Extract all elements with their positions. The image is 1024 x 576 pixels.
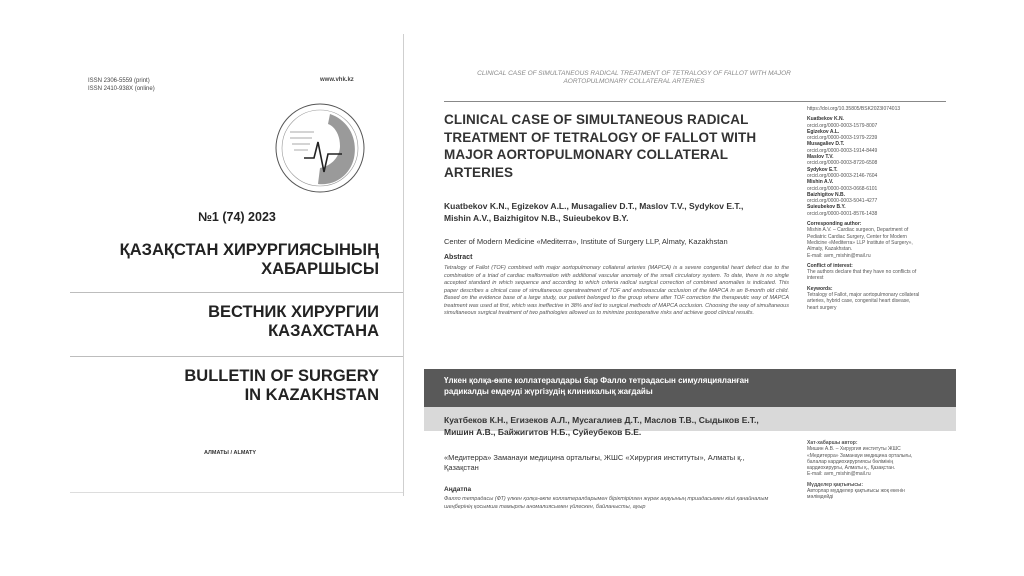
kazakh-corresponding-heading: Хат-хабаршы автор:: [807, 440, 858, 446]
kazakh-author-line: Мишин А.В., Байжигитов Н.Б., Суйеубеков Б.Е.: [444, 427, 642, 437]
orcid-link[interactable]: orcid.org/0000-0001-8576-1438: [807, 210, 878, 217]
orcid-link[interactable]: orcid.org/0000-0003-5041-4277: [807, 198, 878, 205]
corresponding-heading: Corresponding author:: [807, 221, 862, 228]
abstract-heading: Abstract: [444, 254, 473, 261]
title-russian-line-1: ВЕСТНИК ХИРУРГИИ: [208, 303, 379, 321]
orcid-author: Suieubekov B.Y.: [807, 204, 846, 211]
orcid-author: Egizekov A.L.: [807, 128, 840, 135]
title-kazakh-line-2: ХАБАРШЫСЫ: [261, 260, 379, 278]
orcid-link[interactable]: orcid.org/0000-0003-1914-8449: [807, 147, 878, 154]
article-sidebar: [807, 106, 922, 315]
affiliation: Center of Modern Medicine «Mediterra», Institute of Surgery LLP, Almaty, Kazakhstan: [444, 237, 728, 246]
abstract-text: Tetralogy of Fallot (TOF) combined with major aortopulmonary collateral arteries (MAPCA) is a severe congenital heart defect due to the combination of a triad of cardiac malformation with additional vascular anomaly of the small circulatory system. To date, there is no single accepted standard in which sequence and according to which criteria radical surgical correction of combined anomalies is indicated. This paper describes a clinical case of simultaneous operatreatment of TOF and endovascular occlusion of the MAPCA in an 8-month old child. Based on the evidence base of a large study, our patient belonged to the group where after TOF correction the therapeutic way of MAPCA treatment was used at first, which was ineffective in 38% and led to surgical methods of MAPCA occlusion. Choosing the way of simultaneous simultaneous surgical treatment of two pathologies allowed us to minimize postoperative risks and achieve good clinical results.: [444, 265, 789, 316]
orcid-link[interactable]: orcid.org/0000-0003-1979-2239: [807, 135, 878, 142]
article-title: [444, 111, 794, 181]
doi-link[interactable]: https://doi.org/10.35805/BSK2023I074013: [807, 106, 901, 112]
running-head: [454, 70, 814, 86]
conflict-heading: Conflict of interest:: [807, 262, 853, 269]
header-rule: [444, 101, 946, 102]
orcid-link[interactable]: orcid.org/0000-0003-2146-7604: [807, 172, 878, 179]
title-english-line-2: IN KAZAKHSTAN: [244, 386, 379, 404]
author-line: Kuatbekov K.N., Egizekov A.L., Musagaliev D.T., Maslov T.V., Sydykov E.T.,: [444, 201, 744, 211]
cover-bottom-rule: [70, 492, 403, 493]
issue-number: №1 (74) 2023: [198, 210, 276, 224]
orcid-list: [807, 116, 922, 217]
title-kazakh: [120, 241, 379, 279]
kazakh-title-line: радикалды емдеуді жүргізудің клиникалық жағдайы: [444, 387, 653, 396]
cover-divider: [70, 292, 403, 293]
orcid-author: Kuatbekov K.N.: [807, 116, 844, 123]
keywords: [807, 286, 922, 311]
corresponding-text: Mishin A.V. – Cardiac surgeon, Department of Pediatric Cardiac Surgery, Center for Modern Medicine «Mediterra» LLP Institute of Surgery», Almaty, Kazakhstan.: [807, 227, 913, 253]
orcid-link[interactable]: orcid.org/0000-0003-8720-6508: [807, 160, 878, 167]
kazakh-abstract-heading: Аңдатпа: [444, 486, 472, 493]
journal-cover: [70, 34, 404, 496]
kazakh-title-line: Үлкен қолқа-өкпе коллатералдары бар Фалло тетрадасын симуляцияланған: [444, 376, 749, 385]
orcid-author: Baizhigitov N.B.: [807, 191, 846, 198]
author-line: Mishin A.V., Baizhigitov N.B., Suieubekov B.Y.: [444, 213, 629, 223]
article-page: [424, 66, 956, 516]
issn-print: ISSN 2306-5559 (print): [88, 78, 150, 84]
kazakh-conflict-heading: Мүдделер қақтығысы:: [807, 481, 863, 488]
kazakh-sidebar: [807, 440, 922, 501]
orcid-author: Maslov T.V.: [807, 154, 834, 161]
keywords-heading: Keywords:: [807, 285, 833, 292]
kazakh-affiliation-line: «Медитерра» Заманауи медицина орталығы, ЖШС «Хирургия институты», Алматы қ.,: [444, 453, 745, 462]
cover-city: АЛМАТЫ / ALMATY: [204, 450, 257, 456]
keywords-text: Tetralogy of Fallot, major aortopulmonary collateral arteries, hybrid case, congenital heart disease, heart surgery: [807, 292, 920, 311]
orcid-author: Musagaliev D.T.: [807, 141, 845, 148]
article-title-line: CLINICAL CASE OF SIMULTANEOUS RADICAL: [444, 112, 749, 127]
kazakh-abstract-text: Фалло тетрадасы (ФТ) үлкен қолқа-өкпе коллатералдарымен біріктірілген жүрек ақауының триадасымен кіші қанайналым шеңберінің қосымша тамырлы аномалиясымен үйлескен, байланысты, ауыр: [444, 496, 769, 510]
article-title-line: ARTERIES: [444, 164, 514, 180]
corresponding-author: [807, 221, 922, 259]
issn-online: ISSN 2410-938X (online): [88, 86, 155, 92]
corresponding-email[interactable]: E-mail: avm_mishin@mail.ru: [807, 252, 871, 259]
title-russian: [208, 303, 379, 341]
title-english: [184, 367, 379, 405]
kazakh-affiliation-line: Қазақстан: [444, 463, 479, 472]
conflict-text: The authors declare that they have no conflicts of interest: [807, 269, 917, 282]
author-list: [444, 200, 789, 224]
kazakh-author-line: Куатбеков К.Н., Егизеков А.Л., Мусагалиев Д.Т., Маслов Т.В., Сыдыков Е.Т.,: [444, 415, 759, 425]
article-title-line: TREATMENT OF TETRALOGY OF FALLOT WITH: [444, 129, 757, 145]
kazakh-title-band: [424, 369, 956, 407]
journal-website: www.vhk.kz: [320, 77, 354, 83]
article-title-line: MAJOR AORTOPULMONARY COLLATERAL: [444, 147, 729, 162]
orcid-author: Sydykov E.T.: [807, 166, 838, 173]
kazakh-conflict: [807, 482, 922, 501]
issn-block: [88, 77, 155, 93]
orcid-link[interactable]: orcid.org/0000-0003-0668-6101: [807, 185, 878, 192]
kazakh-corresponding: [807, 440, 922, 478]
title-kazakh-line-1: ҚАЗАҚСТАН ХИРУРГИЯСЫНЫҢ: [119, 241, 379, 259]
conflict-of-interest: [807, 263, 922, 282]
running-head-line-2: AORTOPULMONARY COLLATERAL ARTERIES: [563, 78, 705, 85]
journal-logo-icon: [270, 98, 370, 198]
kazakh-corresponding-text: Мишин А.В. – Хирургия институты ЖШС «Медитерра» Заманауи медицина орталығы, балалар кардиохирургиясы бөлімінің кардиохирургы, Алматы қ., Қазақстан.: [807, 446, 913, 472]
title-english-line-1: BULLETIN OF SURGERY: [184, 367, 379, 385]
title-russian-line-2: КАЗАХСТАНА: [268, 322, 379, 340]
kazakh-title: [444, 375, 864, 397]
kazakh-conflict-text: Авторлар мүдделер қақтығысы жоқ екенін мәлімдейді: [807, 488, 905, 501]
kazakh-affiliation: [444, 453, 789, 473]
orcid-author: Mishin A.V.: [807, 179, 834, 186]
cover-divider: [70, 356, 403, 357]
kazakh-corresponding-email[interactable]: E-mail: avm_mishin@mail.ru: [807, 471, 871, 478]
orcid-link[interactable]: orcid.org/0000-0003-1579-8007: [807, 122, 878, 129]
running-head-line-1: CLINICAL CASE OF SIMULTANEOUS RADICAL TREATMENT OF TETRALOGY OF FALLOT WITH MAJOR: [477, 70, 791, 77]
kazakh-author-list: [444, 414, 789, 438]
